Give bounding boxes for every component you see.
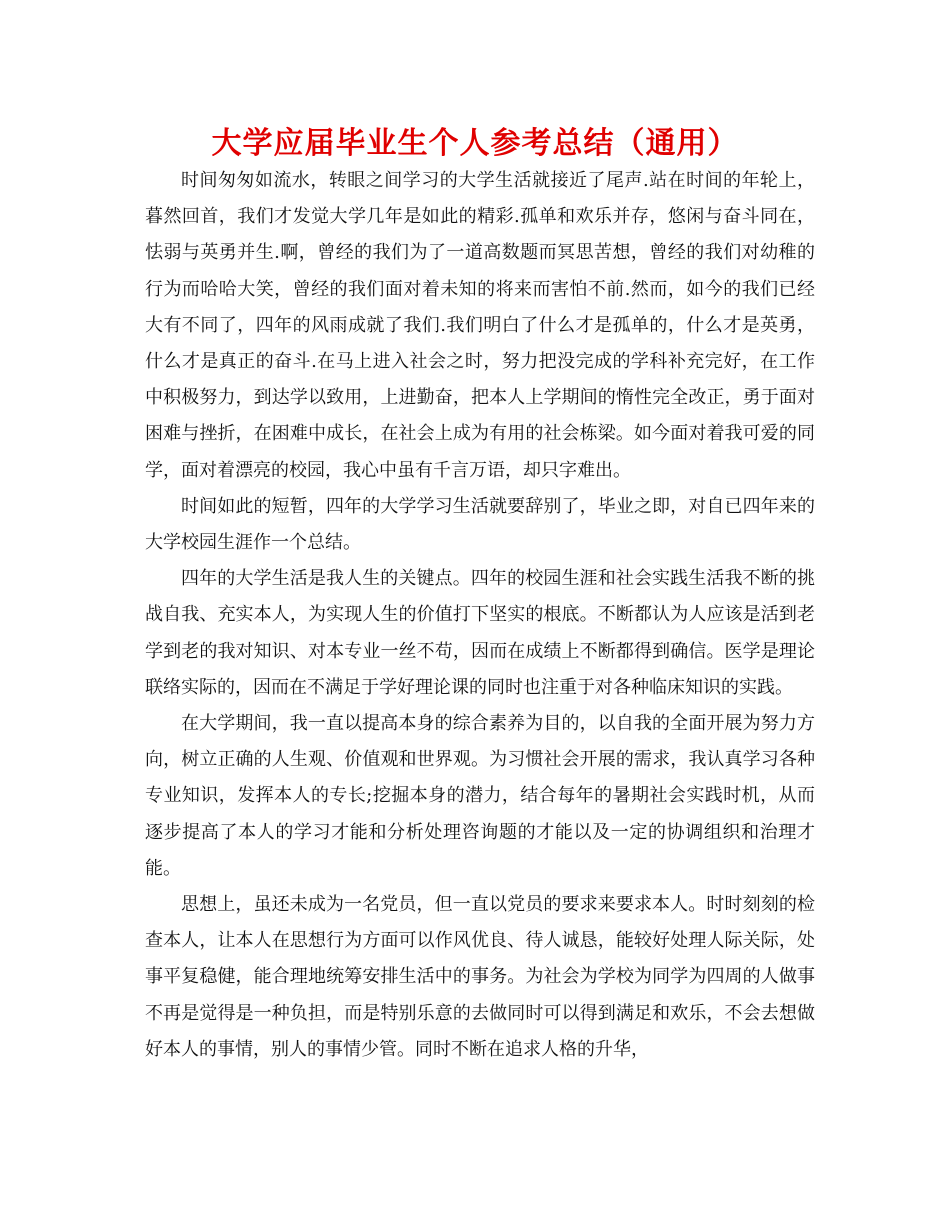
document-body	[145, 163, 815, 1068]
paragraph-1: 时间匆匆如流水，转眼之间学习的大学生活就接近了尾声.站在时间的年轮上，暮然回首，我们才发觉大学几年是如此的精彩.孤单和欢乐并存，悠闲与奋斗同在，怯弱与英勇并生.啊，曾经的我们为了一道高数题而冥思苦想，曾经的我们对幼稚的行为而哈哈大笑，曾经的我们面对着未知的将来而害怕不前.然而，如今的我们已经大有不同了，四年的风雨成就了我们.我们明白了什么才是孤单的，什么才是英勇，什么才是真正的奋斗.在马上进入社会之时，努力把没完成的学科补充完好，在工作中积极努力，到达学以致用，上进勤奋，把本人上学期间的惰性完全改正，勇于面对困难与挫折，在困难中成长，在社会上成为有用的社会栋梁。如今面对着我可爱的同学，面对着漂亮的校园，我心中虽有千言万语，却只字难出。	[145, 170, 815, 481]
paragraph-3: 四年的大学生活是我人生的关键点。四年的校园生涯和社会实践生活我不断的挑战自我、充实本人，为实现人生的价值打下坚实的根底。不断都认为人应该是活到老学到老的我对知识、对本专业一丝不苟，因而在成绩上不断都得到确信。医学是理论联络实际的，因而在不满足于学好理论课的同时也注重于对各种临床知识的实践。	[145, 568, 815, 698]
paragraph-5: 思想上，虽还未成为一名党员，但一直以党员的要求来要求本人。时时刻刻的检查本人，让本人在思想行为方面可以作风优良、待人诚恳，能较好处理人际关际，处事平复稳健，能合理地统筹安排生活中的事务。为社会为学校为同学为四周的人做事不再是觉得是一种负担，而是特别乐意的去做同时可以得到满足和欢乐，不会去想做好本人的事情，别人的事情少管。同时不断在追求人格的升华，	[145, 894, 815, 1060]
paragraph-4: 在大学期间，我一直以提高本身的综合素养为目的，以自我的全面开展为努力方向，树立正确的人生观、价值观和世界观。为习惯社会开展的需求，我认真学习各种专业知识，发挥本人的专长;挖掘本身的潜力，结合每年的暑期社会实践时机，从而逐步提高了本人的学习才能和分析处理咨询题的才能以及一定的协调组织和治理才能。	[145, 713, 815, 879]
paragraph-2: 时间如此的短暂，四年的大学学习生活就要辞别了，毕业之即，对自已四年来的大学校园生涯作一个总结。	[145, 495, 815, 554]
document-title: 大学应届毕业生个人参考总结（通用）	[211, 126, 739, 161]
